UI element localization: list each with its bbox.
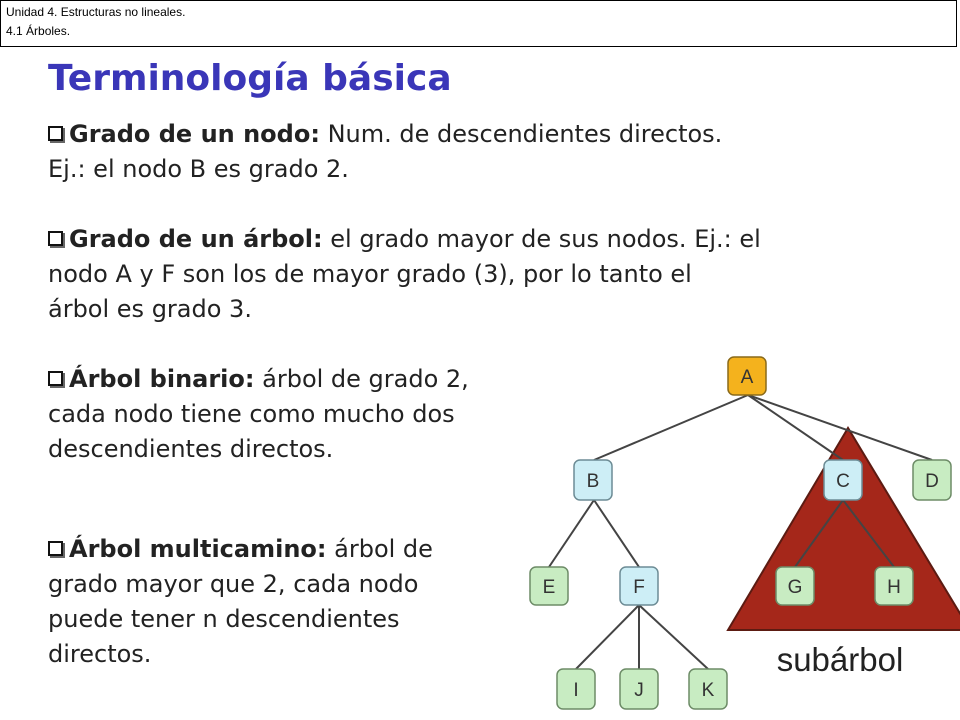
definition-text: Ej.: el nodo B es grado 2. bbox=[48, 155, 349, 183]
definition-grado-nodo bbox=[48, 117, 722, 187]
page-title: Terminología básica bbox=[48, 58, 452, 99]
node-label-h: H bbox=[887, 577, 901, 598]
checkbox-bullet-icon bbox=[48, 126, 63, 141]
definition-text: grado mayor que 2, cada nodo bbox=[48, 570, 419, 598]
definition-text: árbol de grado 2, bbox=[254, 365, 469, 393]
node-label-c: C bbox=[836, 471, 850, 492]
definition-text: el grado mayor de sus nodos. Ej.: el bbox=[322, 225, 761, 253]
checkbox-bullet-icon bbox=[48, 231, 63, 246]
definition-text: directos. bbox=[48, 640, 152, 668]
term-label: Grado de un árbol: bbox=[69, 225, 323, 253]
tree-diagram bbox=[528, 345, 960, 720]
definition-text: descendientes directos. bbox=[48, 435, 334, 463]
node-label-j: J bbox=[634, 680, 644, 701]
definition-text: árbol de bbox=[326, 535, 433, 563]
node-label-d: D bbox=[925, 471, 939, 492]
checkbox-bullet-icon bbox=[48, 541, 63, 556]
node-label-b: B bbox=[586, 471, 600, 492]
term-label: Grado de un nodo: bbox=[69, 120, 320, 148]
header-section: 4.1 Árboles. bbox=[6, 24, 71, 38]
node-label-i: I bbox=[573, 680, 579, 701]
subtree-label: subárbol bbox=[776, 641, 904, 678]
node-label-f: F bbox=[633, 577, 645, 598]
definition-grado-arbol bbox=[48, 222, 761, 327]
definition-text: árbol es grado 3. bbox=[48, 295, 252, 323]
definition-text: nodo A y F son los de mayor grado (3), por lo tanto el bbox=[48, 260, 692, 288]
node-label-e: E bbox=[542, 577, 556, 598]
node-label-k: K bbox=[701, 680, 715, 701]
node-label-g: G bbox=[787, 577, 803, 598]
term-label: Árbol binario: bbox=[69, 365, 255, 393]
definition-text: puede tener n descendientes bbox=[48, 605, 400, 633]
definition-text: cada nodo tiene como mucho dos bbox=[48, 400, 455, 428]
checkbox-bullet-icon bbox=[48, 371, 63, 386]
definition-arbol-binario bbox=[48, 362, 469, 467]
slide-header bbox=[0, 0, 957, 47]
header-unit: Unidad 4. Estructuras no lineales. bbox=[6, 5, 186, 19]
definition-text: Num. de descendientes directos. bbox=[319, 120, 723, 148]
term-label: Árbol multicamino: bbox=[69, 535, 327, 563]
node-label-a: A bbox=[740, 367, 754, 388]
definition-arbol-multicamino bbox=[48, 532, 433, 672]
